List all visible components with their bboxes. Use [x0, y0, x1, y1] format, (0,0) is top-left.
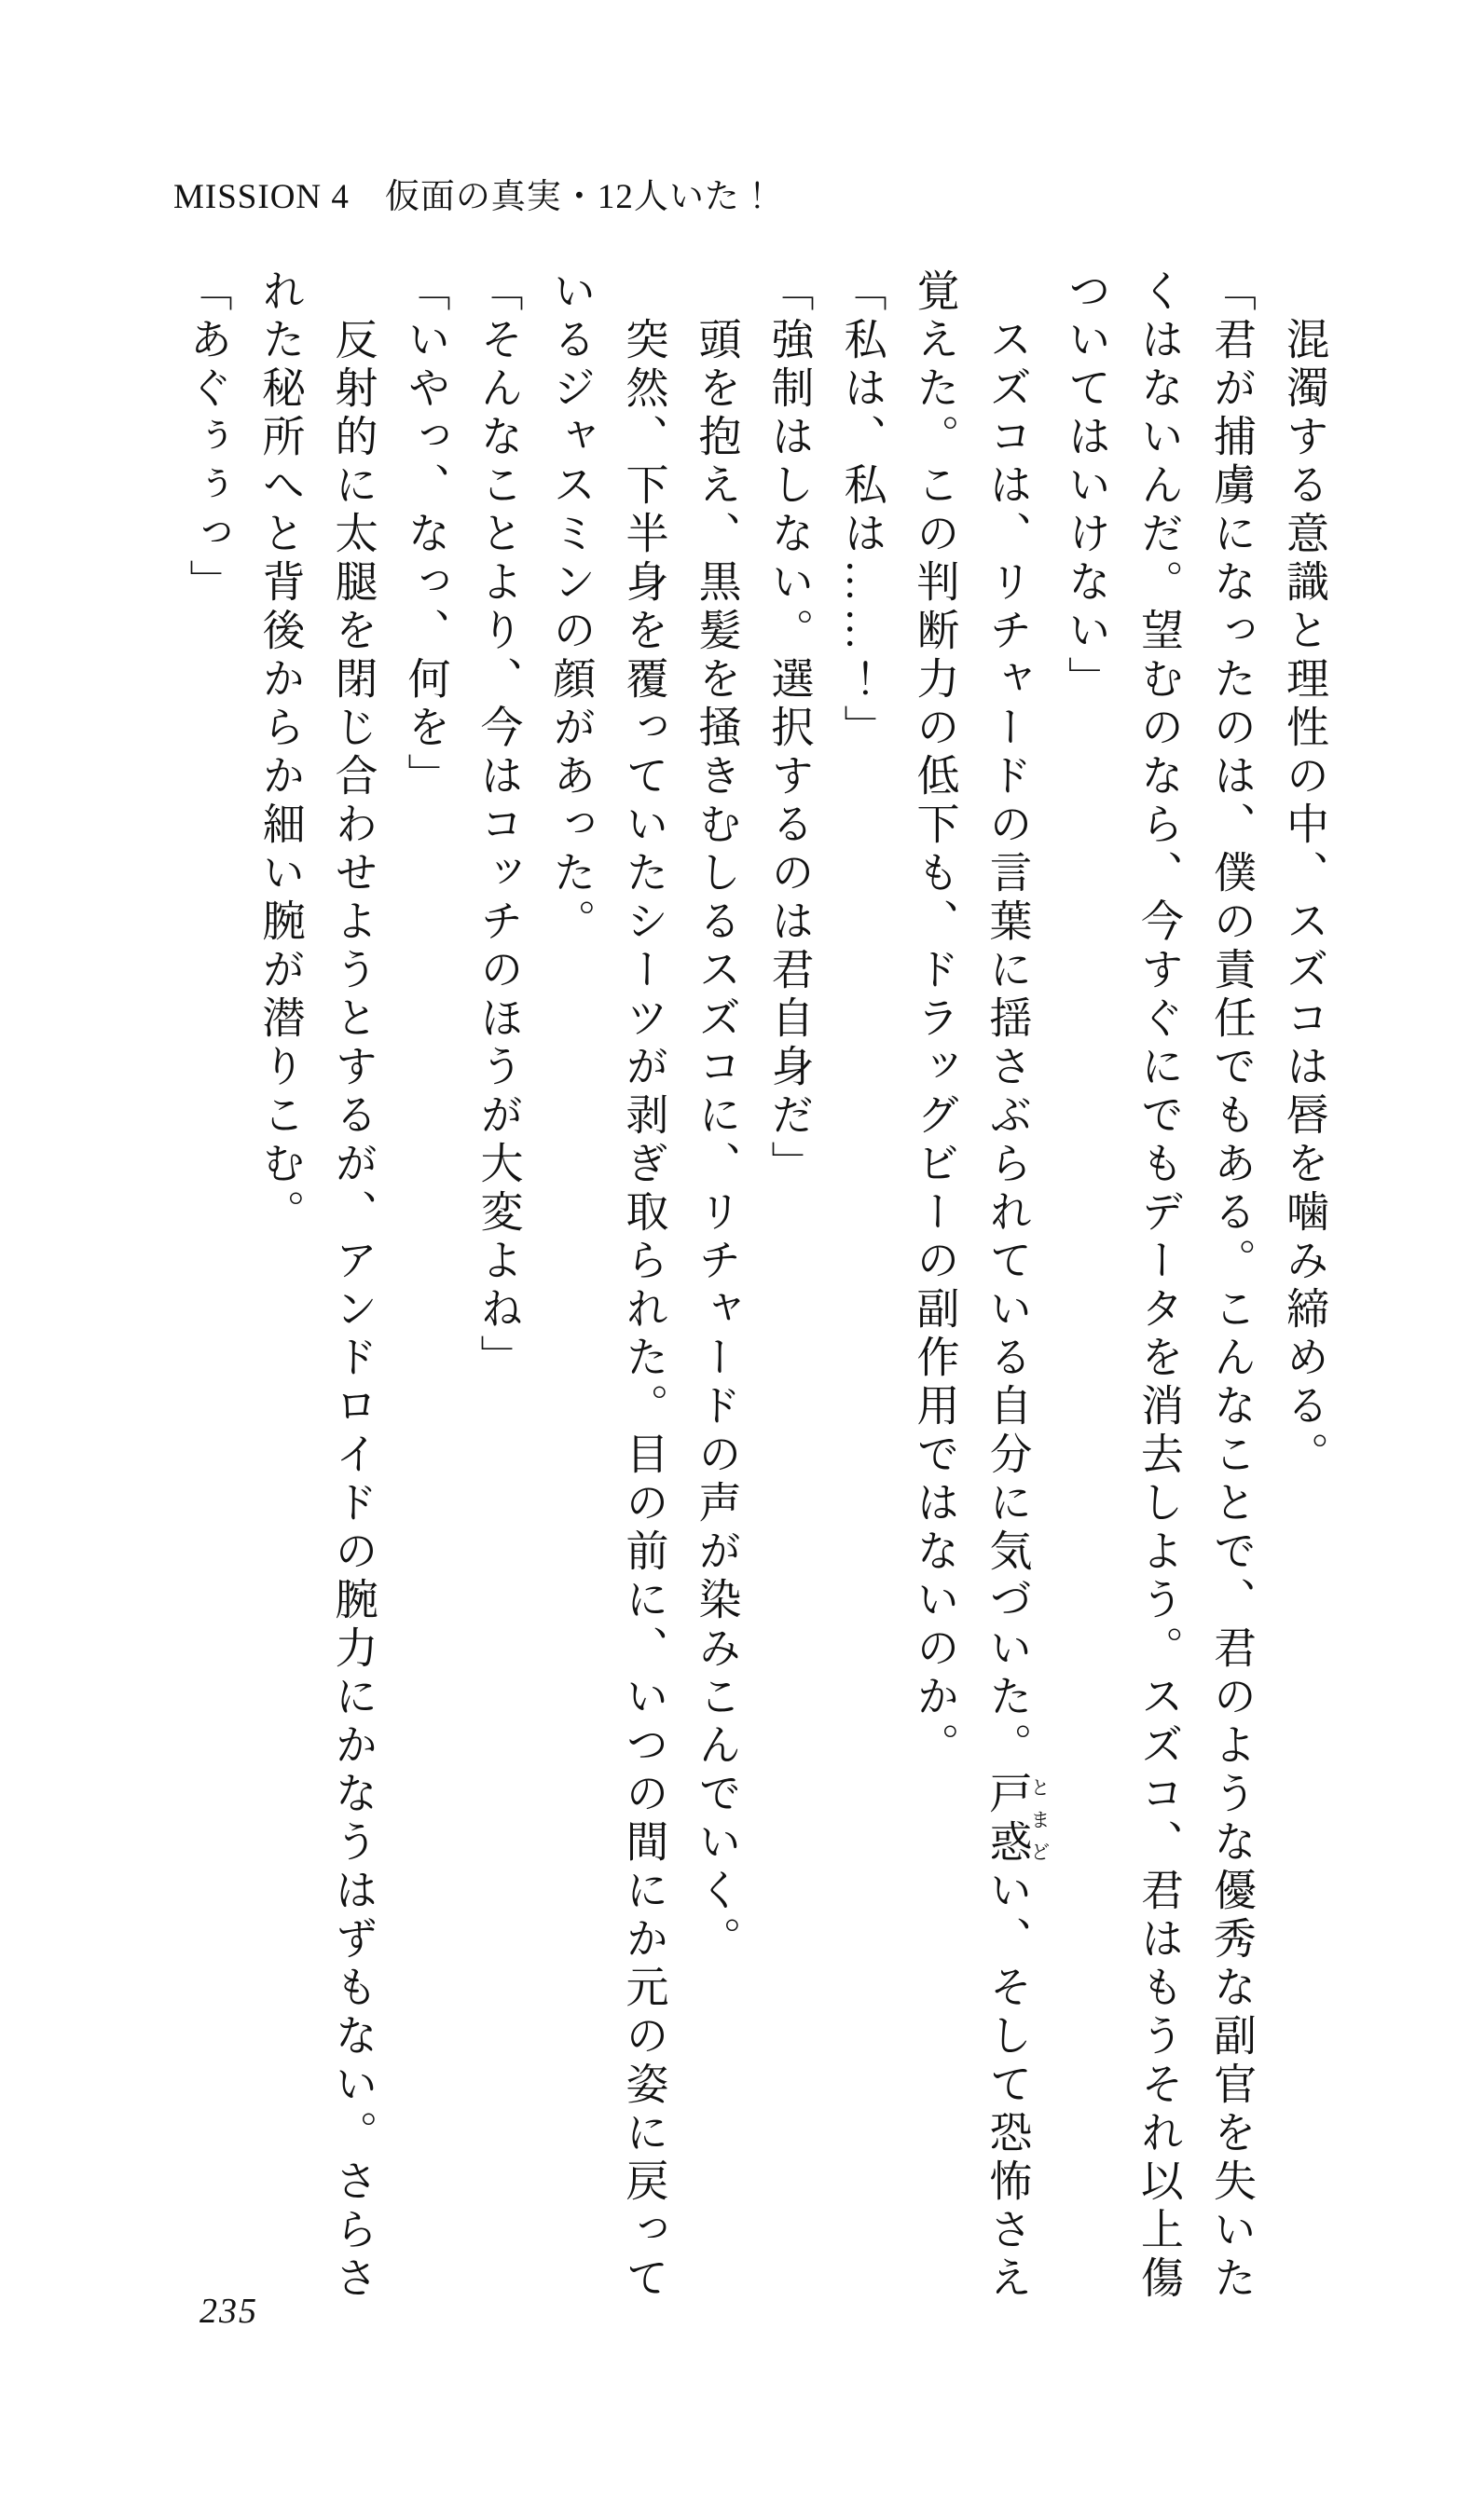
paragraph: 頭を抱え、黒髪を掻きむしるスズコに、リチャードの声が染みこんでいく。 [693, 317, 741, 1965]
paragraph: 「強制はしない。選択するのは君自身だ」 [765, 268, 814, 1189]
paragraph: 「私は、私は……！」 [838, 268, 887, 753]
page-number: 235 [199, 2292, 258, 2331]
chapter-header: MISSION 4 仮面の真実・12人いた！ [173, 178, 776, 216]
paragraph: 反射的に太腿を閉じ合わせようとするが、アンドロイドの腕力にかなうはずもない。さらされた秘所へと背後からか細い腕が潜りこむ。 [256, 268, 378, 2304]
paragraph: 「あぐぅぅっ」 [184, 268, 232, 608]
paragraph: 「そんなことより、今はコッチのほうが大変よね」 [474, 268, 523, 1383]
paragraph: スズコは、リチャードの言葉に揺さぶられている自分に気づいた。戸惑とまどい、そして恐怖さえ覚えた。この判断力の低下も、ドラッグビーの副作用ではないのか。 [911, 268, 1051, 2304]
novel-text [172, 268, 1341, 2311]
paragraph: 混濁する意識と理性の中、スズコは唇を噛み締める。 [1281, 317, 1328, 1480]
paragraph: 「いやっ、なっ、何を」 [402, 268, 450, 801]
paragraph: 「君が捕虜になったのは、僕の責任でもある。こんなことで、君のような優秀な副官を失いたくはないんだ。望むのなら、今すぐにでもデータを消去しよう。スズコ、君はもうそれ以上傷ついてはいけない」 [1063, 268, 1256, 2304]
furigana-term: 戸惑とまど [983, 1771, 1051, 1868]
paragraph: 突然、下半身を覆っていたシーツが剥ぎ取られた。目の前に、いつの間にか元の姿に戻っているジャスミンの顔があった。 [547, 268, 668, 2304]
